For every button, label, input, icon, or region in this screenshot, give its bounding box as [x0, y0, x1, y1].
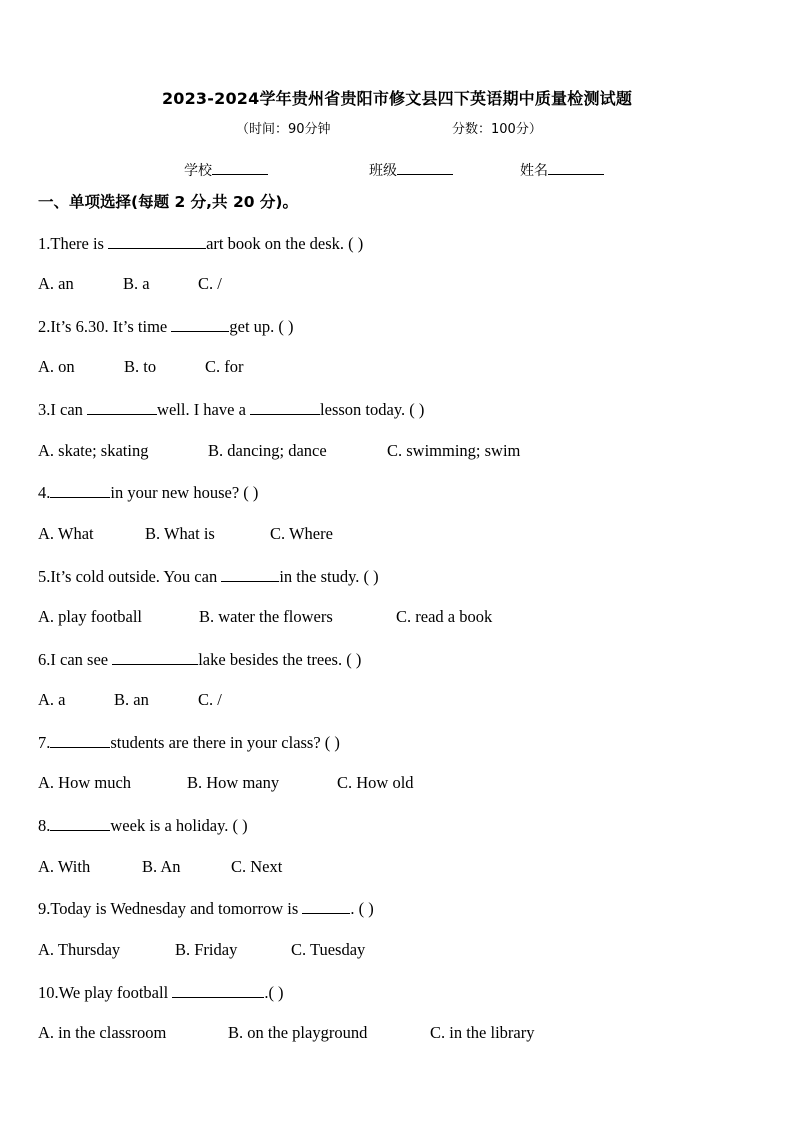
question-number: 8.	[38, 816, 51, 835]
question-number: 6.	[38, 650, 51, 669]
answer-blank[interactable]	[50, 482, 110, 498]
question-3	[38, 399, 424, 420]
option-a[interactable]: A. Thursday	[38, 940, 121, 959]
question-text: . ( )	[350, 899, 374, 918]
question-text: students are there in your class? ( )	[110, 733, 340, 752]
option-c[interactable]: C. Next	[231, 857, 283, 876]
question-text: well. I have a	[157, 400, 251, 419]
answer-blank[interactable]	[171, 316, 229, 332]
question-text: We play football	[58, 983, 173, 1002]
question-number: 1.	[38, 234, 51, 253]
question-text: in the study. ( )	[279, 567, 379, 586]
document-title: 2023-2024学年贵州省贵阳市修文县四下英语期中质量检测试题	[161, 89, 633, 108]
option-a[interactable]: A. How much	[38, 773, 132, 792]
answer-blank[interactable]	[87, 399, 157, 415]
option-b[interactable]: B. to	[124, 357, 157, 376]
option-c[interactable]: C. read a book	[396, 607, 493, 626]
option-b[interactable]: B. an	[114, 690, 149, 709]
name-field[interactable]	[520, 160, 604, 180]
option-b[interactable]: B. water the flowers	[199, 607, 333, 626]
option-c[interactable]: C. Tuesday	[291, 940, 366, 959]
question-6	[38, 649, 361, 670]
total-score: 分数：100分）	[452, 122, 542, 137]
option-c[interactable]: C. swimming; swim	[387, 441, 521, 460]
question-text: It’s 6.30. It’s time	[50, 317, 172, 336]
question-text: lake besides the trees. ( )	[198, 650, 362, 669]
question-text: .( )	[264, 983, 284, 1002]
section-heading: 一、单项选择(每题 2 分,共 20 分)。	[38, 193, 298, 211]
question-number: 10.	[38, 983, 59, 1002]
question-number: 5.	[38, 567, 51, 586]
question-number: 9.	[38, 899, 51, 918]
answer-blank[interactable]	[302, 898, 350, 914]
option-c[interactable]: C. Where	[270, 524, 333, 543]
question-number: 7.	[38, 733, 51, 752]
answer-blank[interactable]	[50, 815, 110, 831]
school-blank[interactable]	[212, 160, 268, 175]
option-a[interactable]: A. With	[38, 857, 91, 876]
school-field[interactable]	[184, 160, 268, 180]
question-number: 2.	[38, 317, 51, 336]
question-text: Today is Wednesday and tomorrow is	[50, 899, 303, 918]
option-a[interactable]: A. skate; skating	[38, 441, 149, 460]
question-text: I can see	[50, 650, 113, 669]
option-c[interactable]: C. How old	[337, 773, 414, 792]
option-a[interactable]: A. in the classroom	[38, 1023, 167, 1042]
option-a[interactable]: A. What	[38, 524, 94, 543]
question-number: 3.	[38, 400, 51, 419]
option-a[interactable]: A. play football	[38, 607, 143, 626]
class-blank[interactable]	[397, 160, 453, 175]
question-7	[38, 732, 340, 753]
question-8	[38, 815, 248, 836]
option-c[interactable]: C. for	[205, 357, 244, 376]
question-text: It’s cold outside. You can	[50, 567, 222, 586]
question-9	[38, 898, 374, 919]
time-limit: （时间：90分钟	[236, 122, 331, 137]
question-text: I can	[50, 400, 88, 419]
option-c[interactable]: C. /	[198, 274, 222, 293]
question-4	[38, 482, 258, 503]
option-b[interactable]: B. How many	[187, 773, 280, 792]
class-field[interactable]	[369, 160, 453, 180]
answer-blank[interactable]	[221, 566, 279, 582]
option-a[interactable]: A. a	[38, 690, 66, 709]
option-b[interactable]: B. What is	[145, 524, 215, 543]
class-label: 班级	[369, 163, 397, 179]
question-text: get up. ( )	[229, 317, 294, 336]
answer-blank[interactable]	[112, 649, 198, 665]
question-text: lesson today. ( )	[320, 400, 425, 419]
question-number: 4.	[38, 483, 51, 502]
option-b[interactable]: B. on the playground	[228, 1023, 368, 1042]
question-text: art book on the desk. ( )	[206, 234, 364, 253]
answer-blank[interactable]	[50, 732, 110, 748]
name-label: 姓名	[520, 163, 548, 179]
question-2	[38, 316, 294, 337]
option-b[interactable]: B. Friday	[175, 940, 238, 959]
answer-blank[interactable]	[172, 982, 264, 998]
question-text: week is a holiday. ( )	[110, 816, 248, 835]
answer-blank[interactable]	[250, 399, 320, 415]
answer-blank[interactable]	[108, 233, 206, 249]
question-text: in your new house? ( )	[110, 483, 259, 502]
question-1	[38, 233, 363, 254]
option-c[interactable]: C. /	[198, 690, 222, 709]
option-a[interactable]: A. on	[38, 357, 75, 376]
option-b[interactable]: B. a	[123, 274, 150, 293]
option-a[interactable]: A. an	[38, 274, 74, 293]
question-text: There is	[50, 234, 109, 253]
question-10	[38, 982, 284, 1003]
option-b[interactable]: B. An	[142, 857, 181, 876]
name-blank[interactable]	[548, 160, 604, 175]
question-5	[38, 566, 379, 587]
school-label: 学校	[184, 163, 212, 179]
option-c[interactable]: C. in the library	[430, 1023, 535, 1042]
option-b[interactable]: B. dancing; dance	[208, 441, 327, 460]
